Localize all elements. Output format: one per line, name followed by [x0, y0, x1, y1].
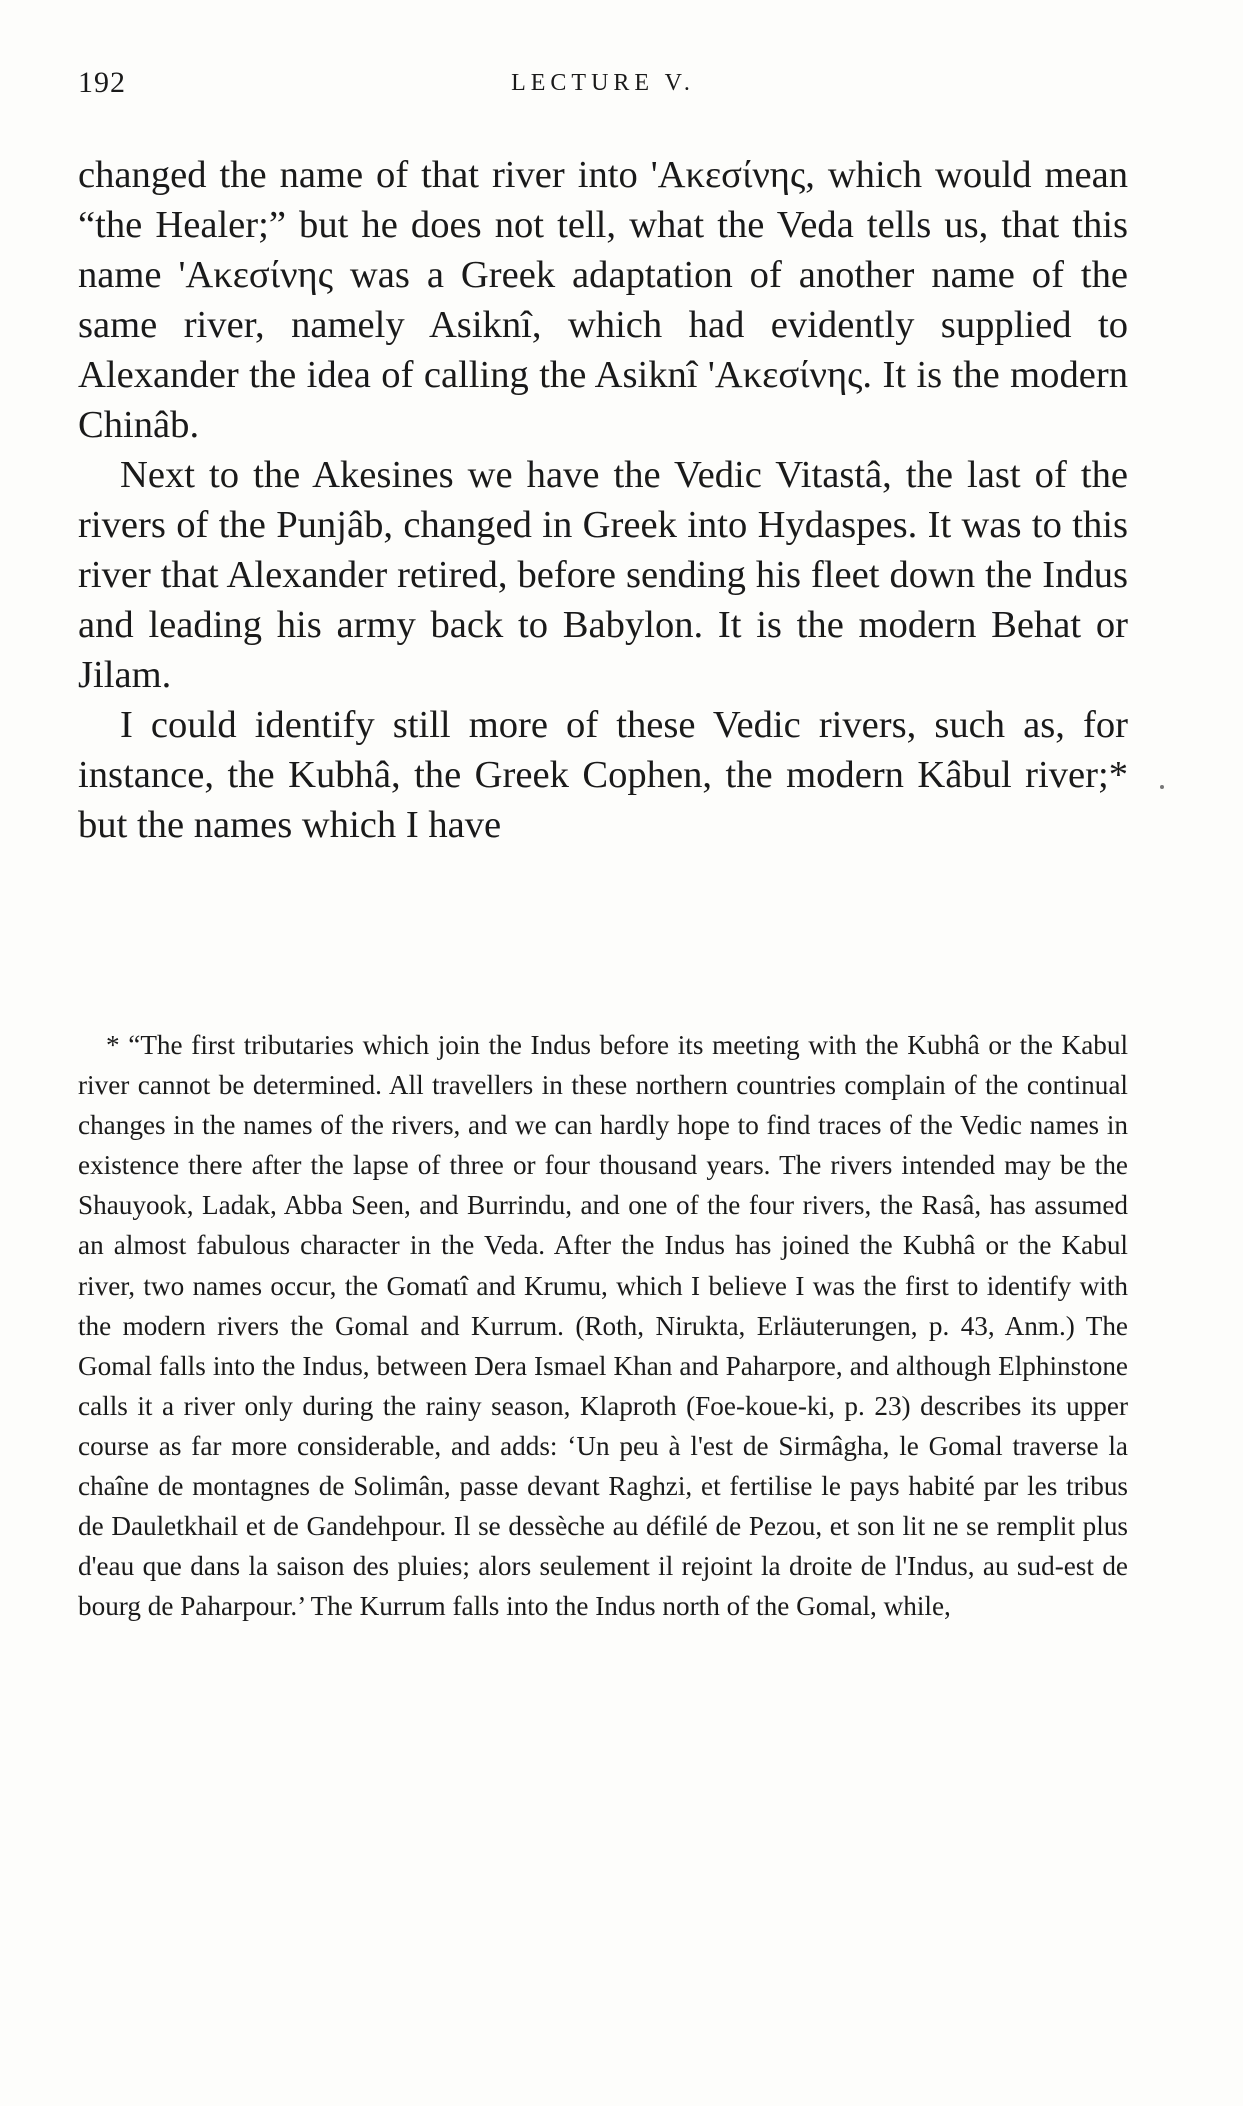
body-paragraph-2: Next to the Akesines we have the Vedic Vitastâ, the last of the rivers of the Punjâb, changed in Greek into Hydaspes. It was to this river that Alexander retired, before sending his fleet down the Indus and leading his army back to Babylon. It is the modern Behat or Jilam.	[78, 454, 1128, 696]
page-header	[78, 66, 1128, 106]
body-paragraph-3: I could identify still more of these Vedic rivers, such as, for instance, the Kubhâ, the Greek Cophen, the modern Kâbul river;* but the names which I have	[78, 704, 1128, 846]
main-text	[78, 150, 1128, 850]
footnote-text: * “The first tributaries which join the Indus before its meeting with the Kubhâ or the Kabul river cannot be determined. All travellers in these northern countries complain of the continual changes in the names of the rivers, and we can hardly hope to find traces of the Vedic names in existence there after the lapse of three or four thousand years. The rivers intended may be the Shauyook, Ladak, Abba Seen, and Burrindu, and one of the four rivers, the Rasâ, has assumed an almost fabulous character in the Veda. After the Indus has joined the Kubhâ or the Kabul river, two names occur, the Gomatî and Krumu, which I believe I was the first to identify with the modern rivers the Gomal and Kurrum. (Roth, Nirukta, Erläuterungen, p. 43, Anm.) The Gomal falls into the Indus, between Dera Ismael Khan and Paharpore, and although Elphinstone calls it a river only during the rainy season, Klaproth (Foe-koue-ki, p. 23) describes its upper course as far more considerable, and adds: ‘Un peu à l'est de Sirmâgha, le Gomal traverse la chaîne de montagnes de Solimân, passe devant Raghzi, et fertilise le pays habité par les tribus de Dauletkhail et de Gandehpour. Il se dessèche au défilé de Pezou, et son lit ne se remplit plus d'eau que dans la saison des pluies; alors seulement il rejoint la droite de l'Indus, au sud-est de bourg de Paharpour.’ The Kurrum falls into the Indus north of the Gomal, while,	[78, 1030, 1128, 1622]
footnote	[78, 1025, 1128, 1626]
print-speck	[1160, 785, 1164, 789]
body-paragraph-1: changed the name of that river into 'Ακεσίνης, which would mean “the Healer;” but he does not tell, what the Veda tells us, that this name 'Ακεσίνης was a Greek adaptation of another name of the same river, namely Asiknî, which had evidently supplied to Alexander the idea of calling the Asiknî 'Ακεσίνης. It is the modern Chinâb.	[78, 154, 1128, 446]
running-head: LECTURE V.	[511, 70, 695, 96]
page-number: 192	[78, 66, 126, 99]
